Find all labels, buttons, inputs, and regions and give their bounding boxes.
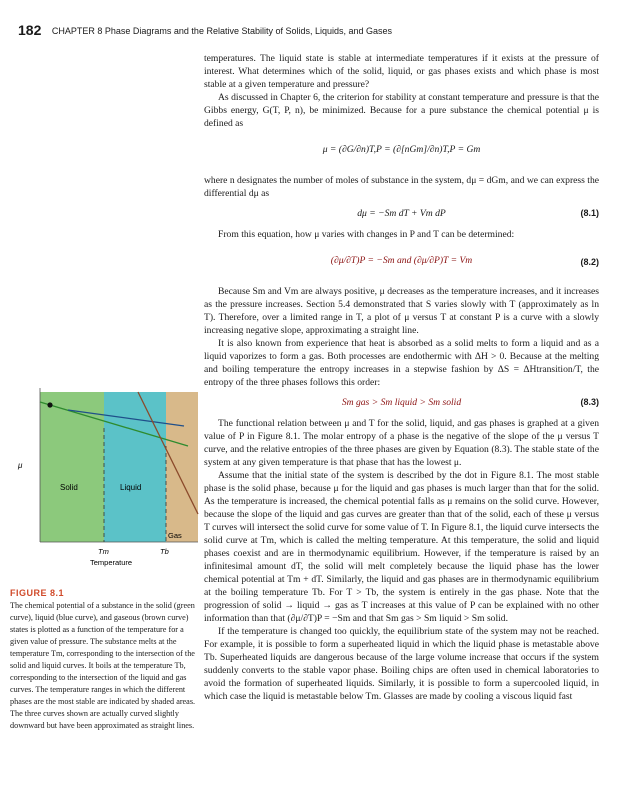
- liquid-region: [104, 392, 166, 542]
- solid-label: Solid: [60, 483, 78, 492]
- paragraph: From this equation, how μ varies with changes in P and T can be determined:: [218, 229, 515, 240]
- figure-8-1: [8, 388, 200, 584]
- running-title: CHAPTER 8 Phase Diagrams and the Relative Stability of Solids, Liquids, and Gases: [51, 26, 393, 36]
- equation-number: (8.3): [580, 397, 599, 407]
- equation-text: μ = (∂G/∂n)T,P = (∂[nGm]/∂n)T,P = Gm: [322, 144, 481, 155]
- y-axis-label: μ: [18, 461, 23, 470]
- equation-8-3: [204, 392, 599, 414]
- tb-label: Tb: [160, 547, 169, 556]
- page-number: 182: [18, 22, 42, 38]
- tm-label: Tm: [98, 547, 109, 556]
- phase-diagram-plot: [8, 388, 200, 584]
- main-text-column: [204, 52, 599, 703]
- paragraph: As discussed in Chapter 6, the criterion for stability at constant temperature and pressure is that the Gibbs energy, G(T, P, n), be minimized. Because for a pure substance the chemical potential μ is defined as: [204, 92, 599, 129]
- equation-number: (8.1): [580, 208, 599, 218]
- equation-8-1: [204, 203, 599, 225]
- paragraph: temperatures. The liquid state is stable at intermediate temperatures if it exists at the pressure of interest. What determines which of the solid, liquid, or gas phases exists and which phase is most stable at a given temperature and pressure?: [204, 53, 599, 90]
- equation-number: (8.2): [580, 257, 599, 267]
- equation-text: Sm gas > Sm liquid > Sm solid: [341, 397, 462, 408]
- x-axis-label: Temperature: [90, 558, 133, 567]
- liquid-label: Liquid: [120, 483, 142, 492]
- paragraph: Because Sm and Vm are always positive, μ decreases as the temperature increases, and it increases as the pressure increases. Section 5.4 demonstrated that S varies slowly with T (approximately as ln T). Therefore, over a limited range in T, a plot of μ versus T at constant P is a curve with a slowly increasing negative slope, approximating a straight line.: [204, 286, 599, 336]
- initial-state-dot: [47, 402, 52, 407]
- paragraph: It is also known from experience that heat is absorbed as a solid melts to form a liquid and as a liquid vaporizes to form a gas. Both processes are endothermic with ΔH > 0. Because at the melting and boiling temperature the entropy increases in a stepwise fashion by ΔS = ΔHtransition/T, the entropy of the three phases follows this order:: [204, 338, 599, 388]
- equation-mu: [204, 133, 599, 171]
- paragraph: where n designates the number of moles of substance in the system, dμ = dGm, and we can express the differential dμ as: [204, 175, 600, 199]
- gas-label: Gas: [168, 531, 182, 540]
- figure-title: FIGURE 8.1: [10, 588, 65, 598]
- gas-region: [166, 392, 198, 542]
- figure-caption: The chemical potential of a substance in the solid (green curve), liquid (blue curve), and gaseous (brown curve) states is plotted as a function of the temperature for a given value of pressure. The substance melts at the temperature Tm, corresponding to the intersection of the solid and liquid curves. It boils at the temperature Tb, corresponding to the intersection of the liquid and gas curves. The temperature ranges in which the different phases are the most stable are indicated by shaded areas. The three curves shown are actually curved slightly downward but have been approximated as straight lines.: [10, 601, 196, 730]
- equation-text: dμ = −Sm dT + Vm dP: [357, 208, 446, 219]
- solid-region: [40, 392, 104, 542]
- paragraph: The functional relation between μ and T for the solid, liquid, and gas phases is graphed at a given value of P in Figure 8.1. The molar entropy of a phase is the negative of the slope of the μ versus T curve, and the relative entropies of the three phases are given by Equation (8.3). The stable state of the system at any given temperature is that phase that has the lowest μ.: [204, 418, 599, 468]
- equation-text: (∂μ/∂T)P = −Sm and (∂μ/∂P)T = Vm: [330, 255, 473, 266]
- equation-8-2: [204, 244, 599, 282]
- paragraph: If the temperature is changed too quickly, the equilibrium state of the system may not be reached. For example, it is possible to form a superheated liquid in which the liquid phase is metastable above Tb. Superheated liquids are dangerous because of the large volume increase that occurs if the system suddenly converts to the stable vapor phase. Boiling chips are often used in chemical laboratories to avoid the formation of superheated liquids. Similarly, it is possible to form a supercooled liquid, in which case the liquid is metastable below Tm. Glasses are made by cooling a viscous liquid fast: [204, 626, 599, 702]
- running-header: [18, 22, 392, 38]
- paragraph: Assume that the initial state of the system is described by the dot in Figure 8.1. The most stable phase is the solid phase, because μ for the liquid and gas phases is much larger than that for the solid. As the temperature is increased, the chemical potential falls as μ remains on the solid curve. However, because the slope of the liquid and gas curves are greater than that of the solid, each of these μ versus T curves will intersect the solid curve for some value of T. In Figure 8.1, the liquid curve intersects the solid curve at Tm, which is called the melting temperature. At this temperature, the solid and liquid phases coexist and are in thermodynamic equilibrium. However, if the temperature is raised by an infinitesimal amount dT, the solid will melt completely because the liquid phase has the lower chemical potential at Tm + dT. Similarly, the liquid and gas phases are in thermodynamic equilibrium at the boiling temperature Tb. For T > Tb, the system is entirely in the gas phase. Note that the progression of solid → liquid → gas as T increases at this value of P can be explained with no other information than that (∂μ/∂T)P = −Sm and that Sm gas > Sm liquid > Sm solid.: [204, 470, 599, 624]
